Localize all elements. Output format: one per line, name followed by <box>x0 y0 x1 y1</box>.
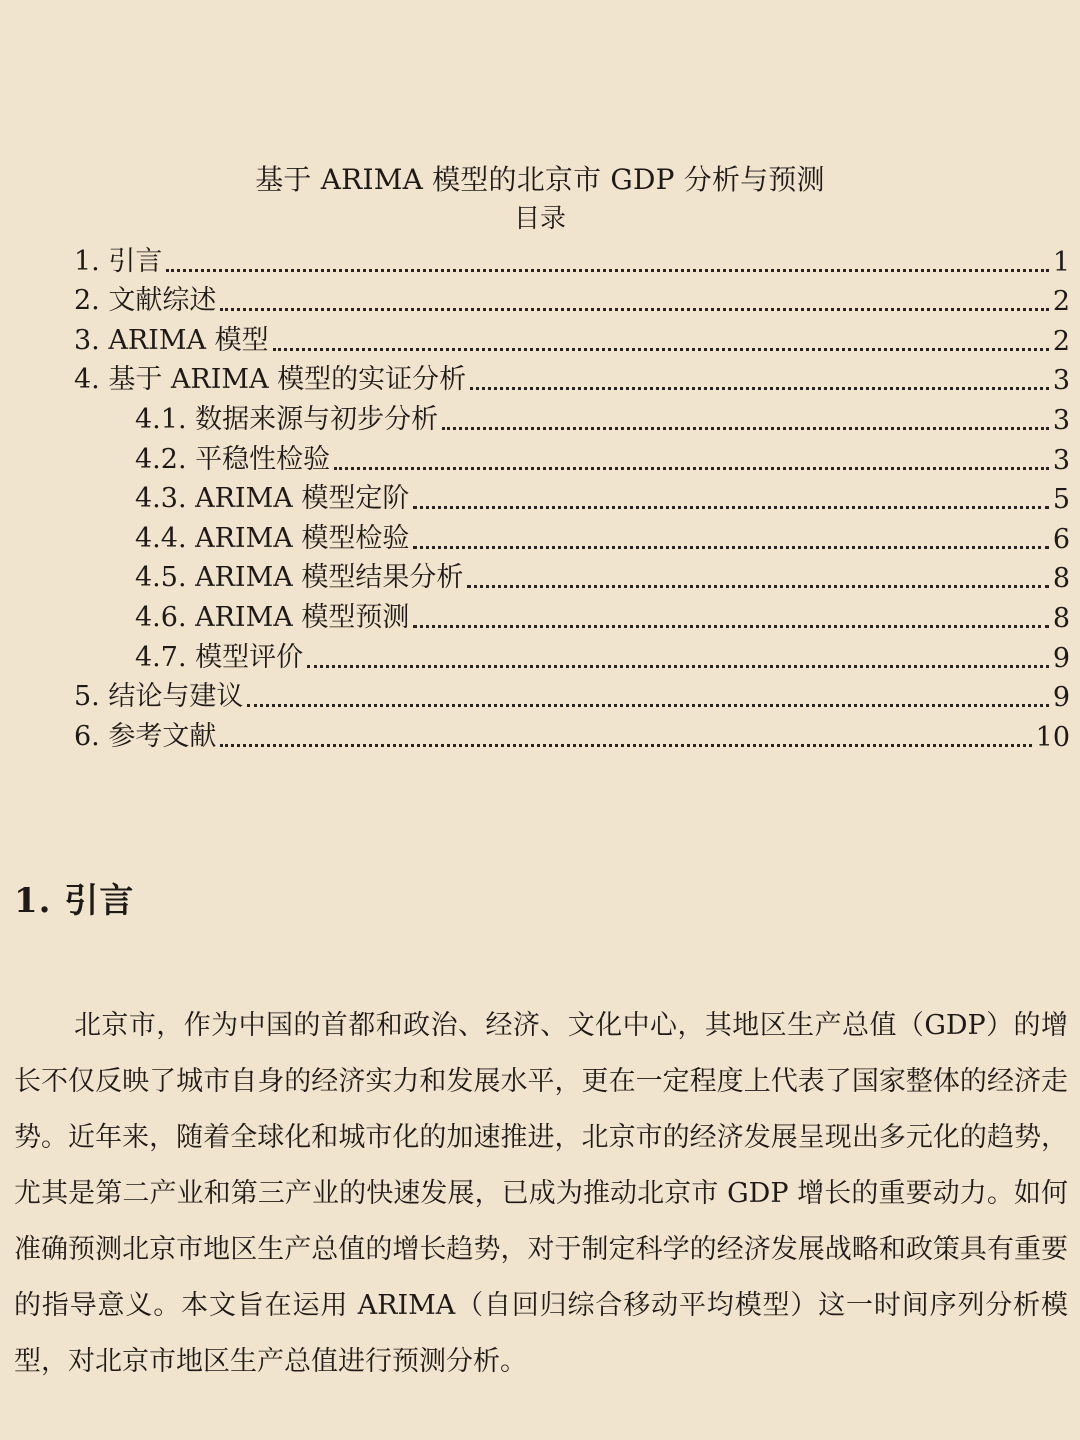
toc-entry-model-evaluation[interactable] <box>74 638 1070 678</box>
table-of-contents <box>74 242 1070 757</box>
toc-entry-page: 2 <box>1052 286 1070 318</box>
toc-entry-empirical-analysis[interactable] <box>74 361 1070 401</box>
toc-entry-label: 5. 结论与建议 <box>74 681 244 713</box>
toc-leader-dots <box>247 704 1048 707</box>
toc-entry-page: 1 <box>1052 246 1070 278</box>
toc-leader-dots <box>442 427 1049 430</box>
toc-entry-label: 6. 参考文献 <box>74 720 217 752</box>
toc-entry-page: 3 <box>1052 365 1070 397</box>
toc-entry-arima-model[interactable] <box>74 321 1070 361</box>
toc-entry-page: 3 <box>1052 404 1070 436</box>
toc-entry-page: 8 <box>1052 563 1070 595</box>
toc-leader-dots <box>413 506 1048 509</box>
section-heading-introduction: 1. 引言 <box>14 881 135 921</box>
toc-heading: 目录 <box>513 204 566 234</box>
toc-entry-data-source[interactable] <box>74 400 1070 440</box>
toc-leader-dots <box>470 387 1049 390</box>
toc-entry-literature-review[interactable] <box>74 282 1070 322</box>
toc-leader-dots <box>467 585 1048 588</box>
toc-entry-model-test[interactable] <box>74 519 1070 559</box>
toc-leader-dots <box>334 467 1049 470</box>
toc-entry-label: 4. 基于 ARIMA 模型的实证分析 <box>74 364 467 396</box>
toc-entry-label: 4.1. 数据来源与初步分析 <box>135 403 439 435</box>
toc-entry-label: 4.5. ARIMA 模型结果分析 <box>135 562 464 594</box>
toc-leader-dots <box>413 625 1048 628</box>
toc-entry-conclusions[interactable] <box>74 678 1070 718</box>
toc-entry-result-analysis[interactable] <box>74 559 1070 599</box>
toc-entry-model-order[interactable] <box>74 480 1070 520</box>
toc-entry-introduction[interactable] <box>74 242 1070 282</box>
toc-entry-label: 4.4. ARIMA 模型检验 <box>135 522 410 554</box>
toc-entry-label: 4.6. ARIMA 模型预测 <box>135 601 410 633</box>
toc-leader-dots <box>220 308 1048 311</box>
toc-leader-dots <box>166 269 1048 272</box>
toc-leader-dots <box>273 348 1049 351</box>
toc-entry-page: 9 <box>1052 682 1070 714</box>
toc-entry-model-forecast[interactable] <box>74 598 1070 638</box>
toc-entry-page: 5 <box>1052 484 1070 516</box>
toc-leader-dots <box>220 744 1031 747</box>
introduction-paragraph: 北京市，作为中国的首都和政治、经济、文化中心，其地区生产总值（GDP）的增长不仅反映了城市自身的经济实力和发展水平，更在一定程度上代表了国家整体的经济走势。近年来，随着全球化和城市化的加速推进，北京市的经济发展呈现出多元化的趋势，尤其是第二产业和第三产业的快速发展，已成为推动北京市 GDP 增长的重要动力。如何准确预测北京市地区生产总值的增长趋势，对于制定科学的经济发展战略和政策具有重要的指导意义。本文旨在运用 ARIMA（自回归综合移动平均模型）这一时间序列分析模型，对北京市地区生产总值进行预测分析。 <box>14 1010 1068 1377</box>
toc-entry-stationarity-test[interactable] <box>74 440 1070 480</box>
toc-entry-label: 4.3. ARIMA 模型定阶 <box>135 483 410 515</box>
toc-entry-page: 9 <box>1052 642 1070 674</box>
toc-entry-page: 6 <box>1052 523 1070 555</box>
toc-leader-dots <box>413 546 1048 549</box>
toc-entry-label: 1. 引言 <box>74 245 163 277</box>
toc-entry-label: 4.2. 平稳性检验 <box>135 443 331 475</box>
toc-entry-page: 2 <box>1052 325 1070 357</box>
toc-entry-label: 2. 文献综述 <box>74 285 217 317</box>
toc-entry-label: 3. ARIMA 模型 <box>74 324 269 356</box>
toc-entry-references[interactable] <box>74 717 1070 757</box>
toc-entry-page: 3 <box>1052 444 1070 476</box>
toc-leader-dots <box>307 665 1049 668</box>
toc-entry-page: 10 <box>1035 721 1070 753</box>
toc-entry-page: 8 <box>1052 602 1070 634</box>
document-title: 基于 ARIMA 模型的北京市 GDP 分析与预测 <box>255 163 825 196</box>
toc-entry-label: 4.7. 模型评价 <box>135 641 304 673</box>
